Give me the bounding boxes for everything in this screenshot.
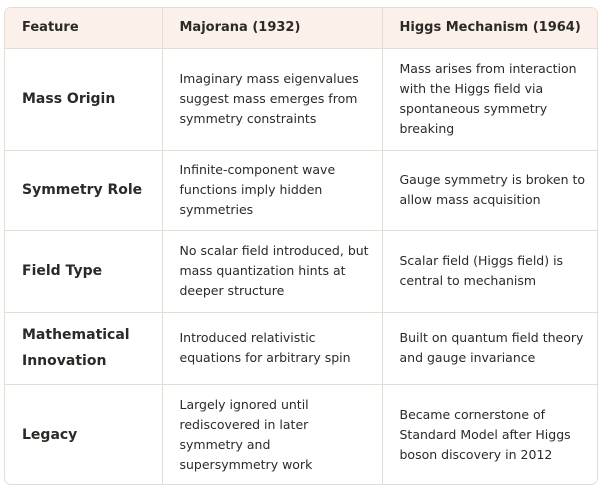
feature-cell: Mass Origin: [5, 48, 162, 150]
table-row: [5, 312, 597, 384]
feature-cell: Symmetry Role: [5, 150, 162, 230]
majorana-cell: Largely ignored until rediscovered in later symmetry and supersymmetry work: [162, 384, 382, 485]
feature-cell: Legacy: [5, 384, 162, 485]
higgs-cell: Built on quantum field theory and gauge invariance: [382, 312, 597, 384]
higgs-cell: Mass arises from interaction with the Higgs field via spontaneous symmetry breaking: [382, 48, 597, 150]
table-row: [5, 48, 597, 150]
comparison-table-container: [4, 7, 598, 485]
table-row: [5, 150, 597, 230]
feature-cell: Mathematical Innovation: [5, 312, 162, 384]
header-higgs: Higgs Mechanism (1964): [382, 8, 597, 48]
higgs-cell: Gauge symmetry is broken to allow mass acquisition: [382, 150, 597, 230]
table-row: [5, 230, 597, 312]
header-majorana: Majorana (1932): [162, 8, 382, 48]
comparison-table: [5, 8, 597, 485]
header-row: [5, 8, 597, 48]
majorana-cell: Infinite-component wave functions imply hidden symmetries: [162, 150, 382, 230]
table-header: [5, 8, 597, 48]
majorana-cell: No scalar field introduced, but mass quantization hints at deeper structure: [162, 230, 382, 312]
table-row: [5, 384, 597, 485]
majorana-cell: Introduced relativistic equations for arbitrary spin: [162, 312, 382, 384]
feature-cell: Field Type: [5, 230, 162, 312]
header-feature: Feature: [5, 8, 162, 48]
majorana-cell: Imaginary mass eigenvalues suggest mass emerges from symmetry constraints: [162, 48, 382, 150]
higgs-cell: Became cornerstone of Standard Model after Higgs boson discovery in 2012: [399, 407, 571, 463]
table-body: [5, 48, 597, 485]
higgs-cell: Scalar field (Higgs field) is central to mechanism: [382, 230, 597, 312]
